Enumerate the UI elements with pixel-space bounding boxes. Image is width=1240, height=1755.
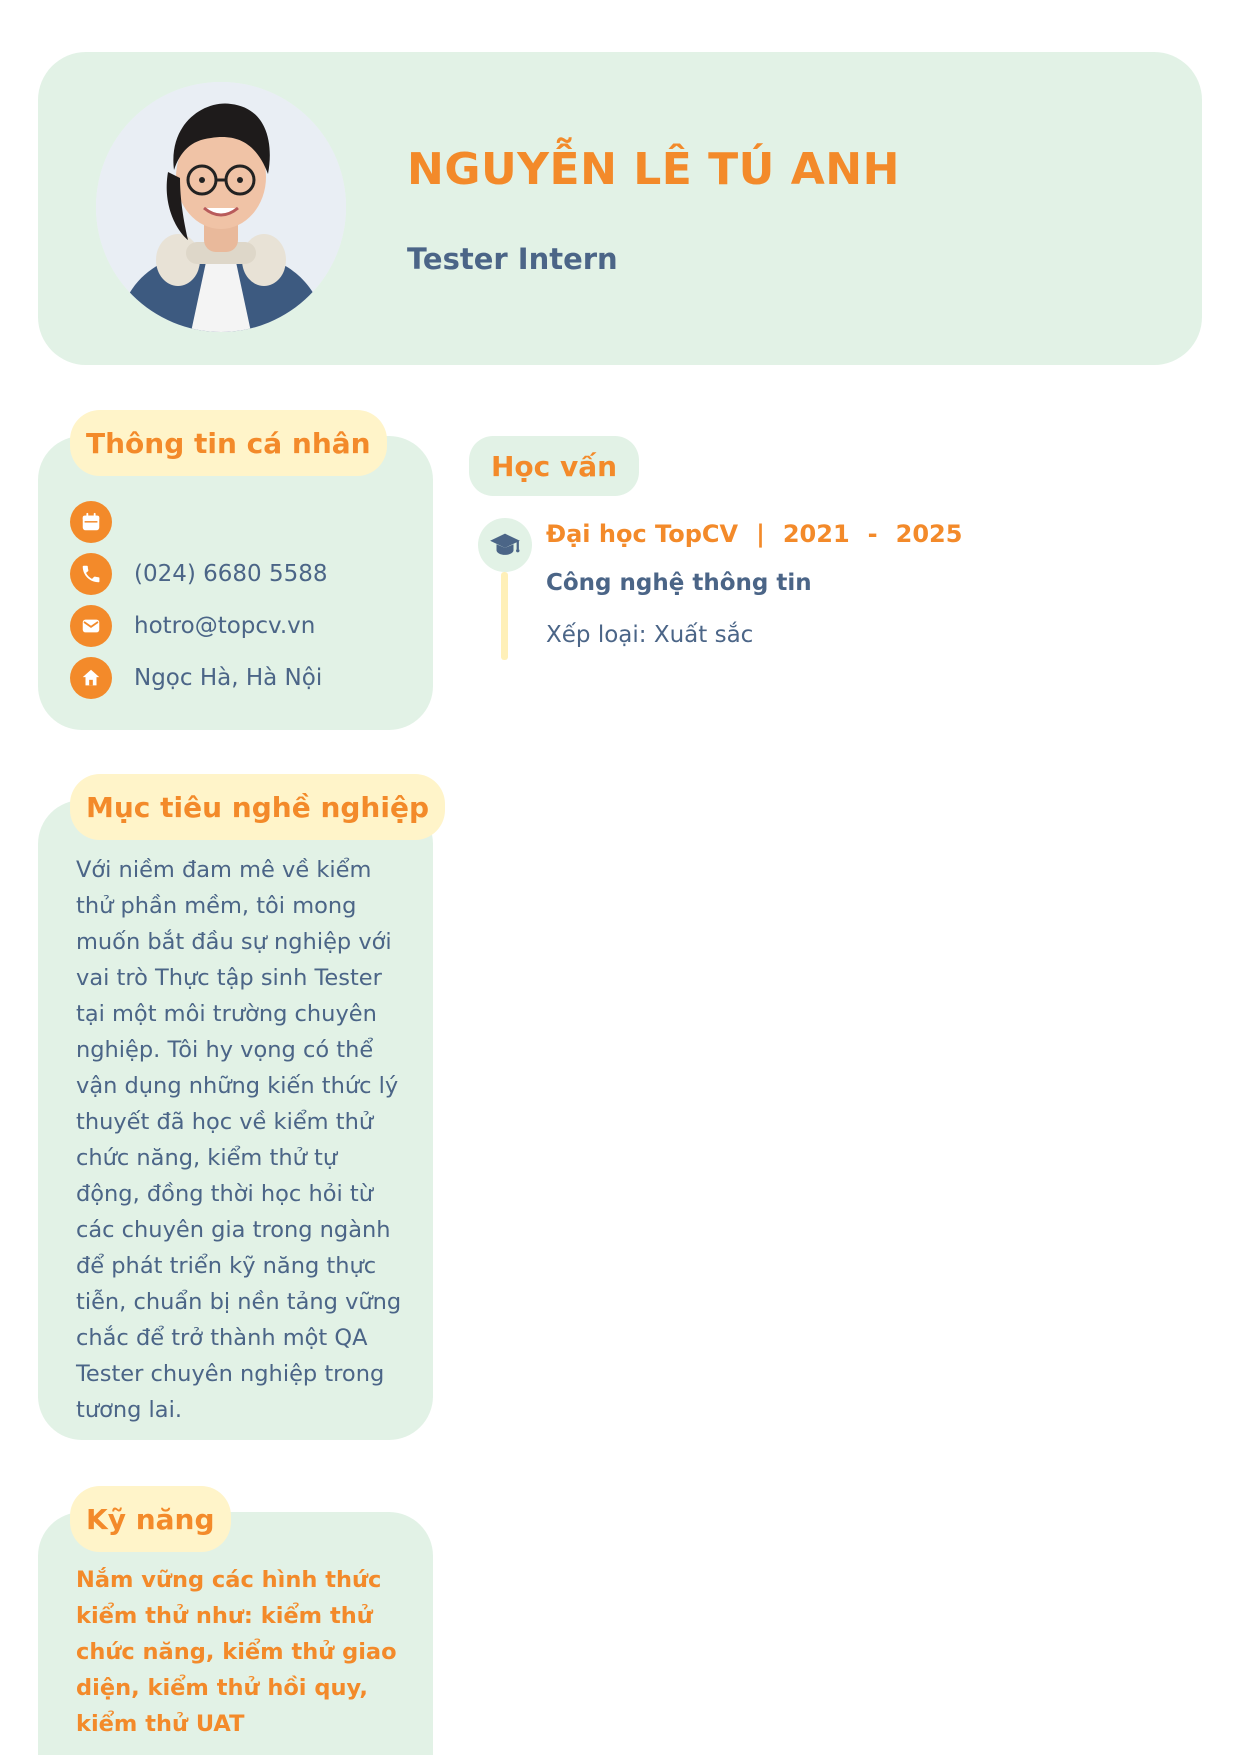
personal-info-email-text: hotro@topcv.vn — [134, 613, 316, 639]
personal-info-phone — [70, 548, 413, 600]
education-dash: - — [867, 520, 878, 548]
career-objective-title: Mục tiêu nghề nghiệp — [70, 774, 445, 840]
profile-photo-illustration — [96, 82, 346, 332]
home-icon — [70, 657, 112, 699]
timeline-line — [501, 572, 508, 660]
personal-info-phone-text: (024) 6680 5588 — [134, 561, 328, 587]
education-header — [546, 520, 962, 548]
job-title: Tester Intern — [407, 242, 618, 276]
email-icon — [70, 605, 112, 647]
education-start-year: 2021 — [782, 520, 850, 548]
personal-info-email — [70, 600, 413, 652]
personal-info-address — [70, 652, 413, 704]
education-grade: Xếp loại: Xuất sắc — [546, 622, 754, 648]
education-title: Học vấn — [469, 436, 639, 496]
profile-photo — [96, 82, 346, 332]
education-end-year: 2025 — [895, 520, 963, 548]
skills-title: Kỹ năng — [70, 1486, 231, 1552]
phone-icon — [70, 553, 112, 595]
education-major: Công nghệ thông tin — [546, 570, 812, 596]
personal-info-title: Thông tin cá nhân — [70, 410, 387, 476]
candidate-name: NGUYỄN LÊ TÚ ANH — [407, 144, 900, 195]
personal-info-dob — [70, 496, 413, 548]
skills-text: Nắm vững các hình thức kiểm thử như: kiểm thử chức năng, kiểm thử giao diện, kiểm thử hồi quy, kiểm thử UAT — [76, 1567, 397, 1737]
personal-info-address-text: Ngọc Hà, Hà Nội — [134, 665, 323, 691]
school-name: Đại học TopCV — [546, 520, 739, 548]
cv-header — [38, 52, 1202, 365]
personal-info-card — [38, 426, 433, 730]
career-objective-card — [38, 790, 433, 1440]
personal-info-list — [70, 496, 413, 704]
career-objective-text: Với niềm đam mê về kiểm thử phần mềm, tôi mong muốn bắt đầu sự nghiệp với vai trò Thực tập sinh Tester tại một môi trường chuyên nghiệp. Tôi hy vọng có thể vận dụng những kiến thức lý thuyết đã học về kiểm thử chức năng, kiểm thử tự động, đồng thời học hỏi từ các chuyên gia trong ngành để phát triển kỹ năng thực tiễn, chuẩn bị nền tảng vững chắc để trở thành một QA Tester chuyên nghiệp trong tương lai. — [76, 857, 402, 1423]
skills-card — [38, 1502, 433, 1755]
education-separator: | — [756, 520, 765, 548]
calendar-icon — [70, 501, 112, 543]
graduation-cap-icon — [478, 518, 532, 572]
